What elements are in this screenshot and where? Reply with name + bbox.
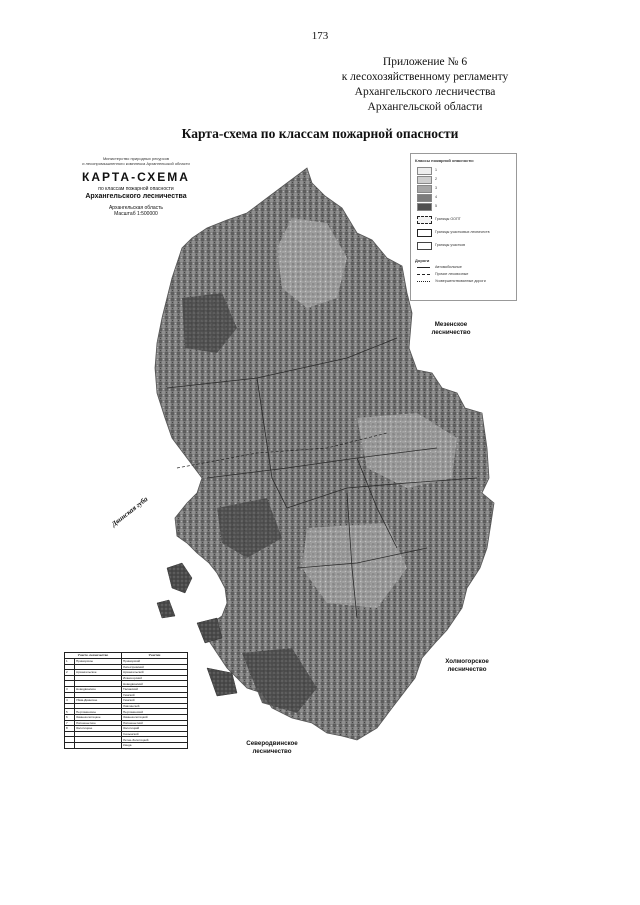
table-cell-plot: Сюзьмский — [122, 731, 188, 737]
map-header-subtitle: по классам пожарной опасности — [98, 186, 174, 192]
legend-swatch-class-4 — [417, 194, 432, 202]
legend-line-label: Границы участковых лесничеств — [435, 230, 490, 234]
table-cell-district: Архангельское — [75, 670, 122, 676]
map-header-ministry: Министерство природных ресурсов — [102, 156, 170, 161]
table-cell-number: 5 — [65, 709, 75, 715]
legend-class-label: 4 — [435, 195, 437, 199]
table-cell-plot: Лопшеньгский — [122, 720, 188, 726]
districts-table-grid — [64, 652, 188, 749]
label-mezen: Мезенское лесничество — [431, 321, 471, 336]
annex-line: Архангельской области — [367, 101, 483, 113]
document-title: Карта-схема по классам пожарной опасности — [181, 126, 459, 141]
label-bay: Двинская губа — [110, 495, 150, 529]
table-cell-number: 2 — [65, 670, 75, 676]
table-cell-district: Зимнезолотицкое — [75, 714, 122, 720]
table-cell-number: 8 — [65, 726, 75, 732]
legend-road-line — [417, 281, 430, 282]
label-kholmogory: Холмогорское лесничество — [445, 658, 489, 673]
table-cell-district — [75, 742, 122, 748]
table-cell-plot: Уемский — [122, 692, 188, 698]
table-cell-plot: Летне-Золотицкий — [122, 737, 188, 743]
table-cell-plot: Зимнезолотицкий — [122, 714, 188, 720]
annex-line: Приложение № 6 — [382, 56, 468, 68]
legend-class-label: 1 — [435, 168, 437, 172]
table-cell-plot: Архангельский — [122, 670, 188, 676]
table-cell-plot: Лявлинский — [122, 703, 188, 709]
annex-block — [300, 55, 550, 115]
legend-line-label: Границы ООПТ — [435, 217, 461, 221]
legend-swatch-plot — [417, 242, 432, 250]
table-cell-district: Лопшеньгское — [75, 720, 122, 726]
table-cell-plot: Кянда — [122, 742, 188, 748]
table-row — [65, 742, 188, 748]
legend-class-label: 3 — [435, 186, 437, 190]
districts-table — [64, 652, 188, 772]
legend-swatch-class-5 — [417, 203, 432, 211]
map-header-scale: Масштаб 1:500000 — [114, 211, 158, 217]
table-cell-plot: Золотицкий — [122, 726, 188, 732]
table-cell-district: Пертоминское — [75, 709, 122, 715]
legend-roads-title: Дороги — [415, 258, 430, 263]
legend-road-label: Прочие лесовозные — [435, 272, 469, 276]
page-number: 173 — [311, 30, 329, 42]
map-header-title: КАРТА-СХЕМА — [82, 170, 190, 184]
table-cell-plot: Пертоминский — [122, 709, 188, 715]
map-header-forestry: Архангельского лесничества — [85, 193, 187, 200]
table-cell-number: 1 — [65, 659, 75, 665]
table-cell-plot: Лисестровский — [122, 664, 188, 670]
table-cell-number: 7 — [65, 720, 75, 726]
table-header-plots: Участки — [122, 653, 188, 659]
table-header-district: Участк. лесничество — [65, 653, 122, 659]
legend-road-line — [417, 267, 430, 268]
annex-line: Архангельского лесничества — [354, 86, 496, 98]
table-cell-plot: Новодвинский — [122, 681, 188, 687]
legend-swatch-class-1 — [417, 167, 432, 175]
table-cell-district: Золотицкое — [75, 726, 122, 732]
legend-swatch-oopt — [417, 216, 432, 224]
legend-class-label: 2 — [435, 177, 437, 181]
legend-road-label: Усовершенствованные дороги — [435, 279, 486, 283]
legend-road-label: Автомобильные — [435, 265, 462, 269]
legend-swatch-class-3 — [417, 185, 432, 193]
legend-line-label: Границы участков — [435, 243, 466, 247]
table-cell-number — [65, 742, 75, 748]
table-cell-district: Приморское — [75, 659, 122, 665]
map-header — [62, 156, 210, 217]
annex-line: к лесохозяйственному регламенту — [341, 71, 509, 83]
table-cell-district: Уйма-Двинское — [75, 698, 122, 704]
table-cell-plot: Уемский — [122, 698, 188, 704]
table-cell-district: Новодвинское — [75, 686, 122, 692]
map-legend — [410, 153, 517, 301]
table-cell-plot: Талажский — [122, 686, 188, 692]
legend-swatch-district — [417, 229, 432, 237]
label-severodvinsk: Северодвинское лесничество — [246, 740, 298, 755]
legend-swatch-class-2 — [417, 176, 432, 184]
table-cell-plot: Приморский — [122, 659, 188, 665]
map-header-region: Архангельская область — [108, 205, 164, 211]
table-cell-number: 3 — [65, 686, 75, 692]
legend-class-label: 5 — [435, 204, 437, 208]
table-cell-plot: Исакогорский — [122, 675, 188, 681]
table-cell-number: 6 — [65, 714, 75, 720]
legend-title: Классы пожарной опасности: — [415, 158, 475, 163]
legend-road-line — [417, 274, 430, 275]
table-cell-number: 4 — [65, 698, 75, 704]
map-header-ministry: и лесопромышленного комплекса Архангельской области — [82, 161, 190, 166]
